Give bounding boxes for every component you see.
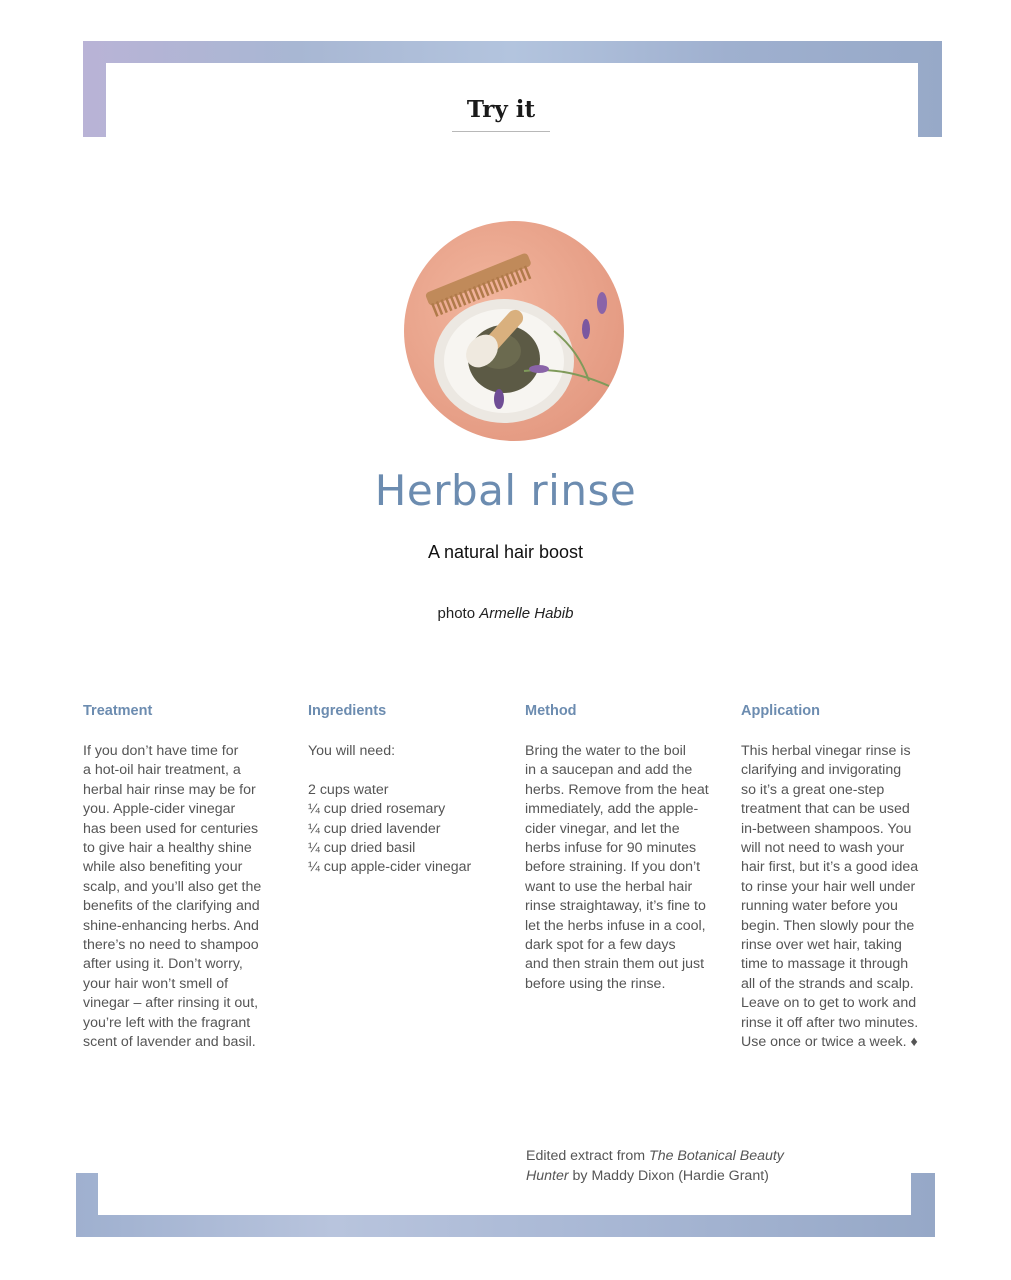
footnote-suffix: by Maddy Dixon (Hardie Grant): [572, 1167, 769, 1184]
list-item: ¼ cup dried rosemary: [308, 801, 446, 818]
mortar-herbs-comb-image: [404, 221, 624, 441]
ingredients-column: [308, 703, 508, 878]
treatment-heading: Treatment: [83, 703, 153, 719]
list-item: 2 cups water: [308, 781, 389, 798]
ingredients-intro: You will need:: [308, 743, 396, 759]
credit-prefix: photo: [437, 605, 476, 622]
source-footnote: [526, 1147, 826, 1186]
photo-credit: [0, 605, 1011, 622]
method-column: [525, 703, 715, 994]
application-heading: Application: [741, 703, 820, 719]
list-item: ¼ cup apple-cider vinegar: [308, 859, 472, 876]
treatment-text: If you don’t have time for a hot-oil hair treatment, a herbal hair rinse may be for you. Apple-cider vinegar has been used for centuries to give hair a healthy shine while also benefiting your scalp, and you’ll also get the benefits of the clarifying and shine-enhancing herbs. And there’s no need to shampoo after using it. Don’t worry, your hair won’t smell of vinegar – after rinsing it out, you’re left with the fragrant scent of lavender and basil.: [83, 743, 262, 1051]
section-label: Try it: [452, 96, 550, 132]
ingredients-heading: Ingredients: [308, 703, 387, 719]
list-item: ¼ cup dried lavender: [308, 820, 441, 837]
application-text: This herbal vinegar rinse is clarifying and invigorating so it’s a great one-step treatment that can be used in-between shampoos. You will not need to wash your hair first, but it’s a good idea to rinse your hair well under running water before you begin. Then slowly pour the rinse over wet hair, taking time to massage it through all of the strands and scalp. Leave on to get to work and rinse it off after two minutes. Use once or twice a week. ♦: [741, 743, 919, 1051]
book-title-line1: The Botanical Beauty: [649, 1148, 784, 1164]
ingredients-list: [308, 742, 508, 878]
hero-photo: [404, 221, 624, 441]
recipe-subtitle: A natural hair boost: [427, 542, 584, 562]
list-item: ¼ cup dried basil: [308, 840, 416, 857]
method-heading: Method: [525, 703, 577, 719]
footnote-prefix: Edited extract from: [526, 1148, 646, 1164]
treatment-column: [83, 703, 273, 1053]
list-spacer: [308, 761, 508, 780]
recipe-title: Herbal rinse: [374, 466, 637, 515]
method-text: Bring the water to the boil in a saucepan and add the herbs. Remove from the heat immediately, add the apple- cider vinegar, and let the herbs infuse for 90 minutes before straining. If you don’t want to use the herbal hair rinse straightaway, it’s fine to let the herbs infuse in a cool, dark spot for a few days and then strain them out just before using the rinse.: [525, 743, 709, 992]
application-column: [741, 703, 931, 1053]
credit-name: Armelle Habib: [479, 605, 574, 622]
book-title-line2: Hunter: [526, 1167, 569, 1184]
